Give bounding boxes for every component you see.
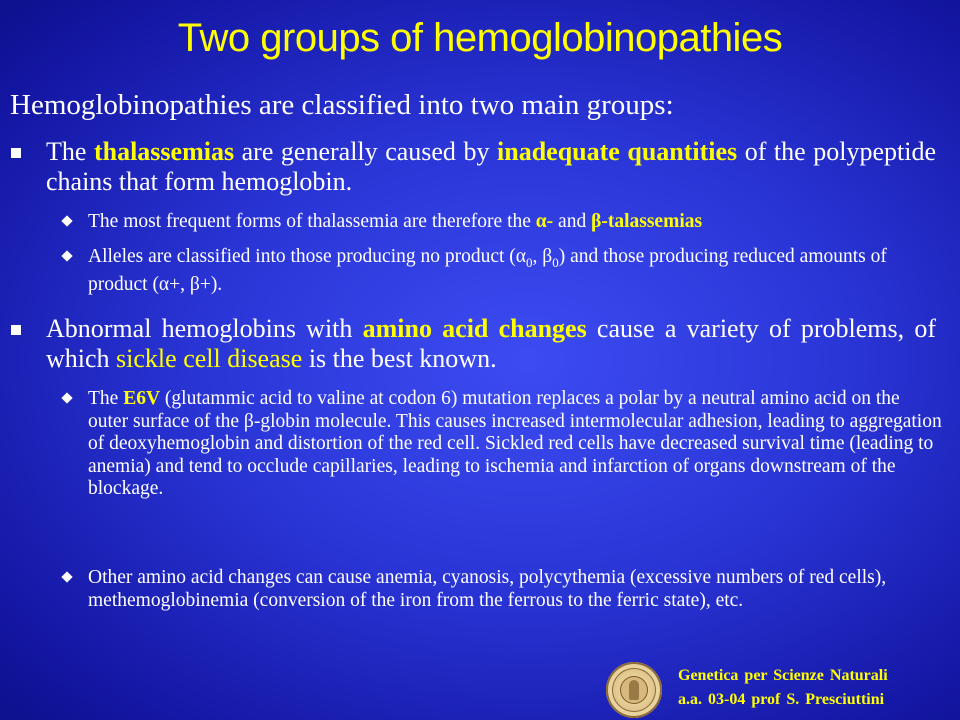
square-bullet-icon: [11, 325, 21, 335]
subbullet-alleles: [88, 246, 944, 297]
bullet-text: is the best known.: [302, 344, 497, 373]
seal-figure: [629, 680, 639, 700]
highlight-beta-talassemias: β-talassemias: [591, 211, 703, 232]
intro-text: Hemoglobinopathies are classified into two main groups:: [10, 89, 674, 121]
bullet-abnormal-hemoglobins: [46, 314, 936, 374]
subscript: 0: [552, 254, 559, 270]
bullet-thalassemias: [46, 137, 936, 197]
square-bullet-icon: [11, 148, 21, 158]
subbullet-frequent-forms: [88, 211, 944, 234]
highlight-alpha: α-: [535, 211, 554, 232]
subbullet-text: Alleles are classified into those producing no product (α: [88, 246, 527, 267]
highlight-sickle-cell-disease: sickle cell disease: [116, 344, 303, 373]
highlight-thalassemias: thalassemias: [93, 137, 235, 166]
highlight-inadequate-quantities: inadequate quantities: [497, 137, 738, 166]
subbullet-text: The: [88, 388, 124, 409]
diamond-bullet-icon: [61, 250, 72, 261]
subbullet-text: and: [553, 211, 592, 232]
subscript: 0: [526, 254, 533, 270]
footer-course: Genetica per Scienze Naturali: [678, 667, 888, 684]
diamond-bullet-icon: [61, 392, 72, 403]
diamond-bullet-icon: [61, 571, 72, 582]
bullet-text: of the polypeptide chains that form hemoglobin.: [46, 137, 936, 196]
subbullet-text: The most frequent forms of thalassemia are therefore the: [88, 211, 536, 232]
bullet-text: The: [46, 137, 94, 166]
bullet-text: are generally caused by: [234, 137, 498, 166]
highlight-e6v: E6V: [123, 388, 161, 409]
diamond-bullet-icon: [61, 215, 72, 226]
subbullet-text: ) and those producing reduced amounts of product (α+, β+).: [88, 246, 887, 296]
bullet-text: cause a variety of problems, of which: [46, 314, 937, 373]
subbullet-text: , β: [532, 246, 553, 267]
bullet-text: Abnormal hemoglobins with: [46, 314, 363, 343]
highlight-amino-acid-changes: amino acid changes: [362, 314, 587, 343]
subbullet-text: Other amino acid changes can cause anemia, cyanosis, polycythemia (excessive numbers of red cells), methemoglobinemia (conversion of the iron from the ferrous to the ferric state), etc.: [88, 567, 887, 611]
footer-credit: [678, 664, 888, 712]
footer-year-professor: a.a. 03-04 prof S. Presciuttini: [678, 691, 885, 708]
subbullet-other-changes: [88, 567, 944, 612]
subbullet-text: (glutammic acid to valine at codon 6) mutation replaces a polar by a neutral amino acid on the outer surface of the β-globin molecule. This causes increased intermolecular adhesion, leading to aggregation of deoxyhemoglobin and distortion of the red cell. Sickled red cells have decreased survival time (leading to anemia) and tend to occlude capillaries, leading to ischemia and infarction of organs downstream of the blockage.: [88, 388, 942, 499]
university-seal-icon: [606, 662, 662, 718]
subbullet-e6v-mutation: [88, 388, 944, 501]
slide-title: Two groups of hemoglobinopathies: [177, 16, 783, 60]
